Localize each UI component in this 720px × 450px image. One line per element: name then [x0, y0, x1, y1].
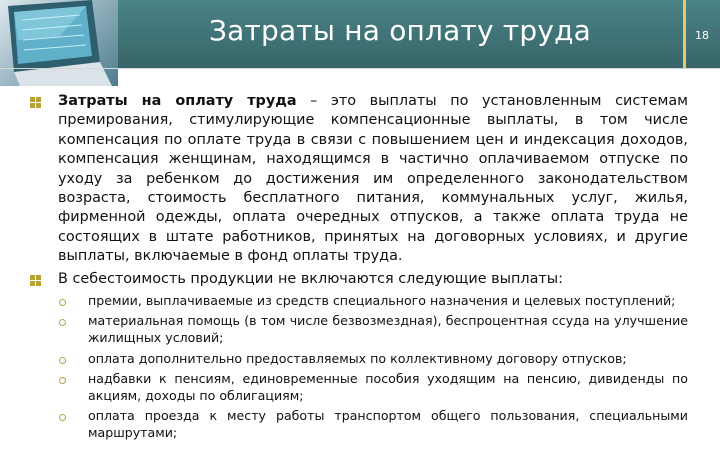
list-item: [28, 350, 688, 367]
list-item-text: премии, выплачиваемые из средств специального назначения и целевых поступлений;: [88, 293, 676, 309]
four-squares-icon: [30, 97, 41, 108]
slide-body: [28, 92, 688, 442]
slide-title: Затраты на оплату труда: [208, 14, 592, 47]
term-bold: Затраты на оплату труда: [58, 93, 297, 109]
ring-bullet-icon: [59, 414, 66, 421]
list-item-text: оплата дополнительно предоставляемых по коллективному договору отпусков;: [88, 350, 627, 366]
definition-text: – это выплаты по установленным системам премирования, стимулирующие компенсационные выплаты, в том числе компенсация по оплате труда в связи с повышением цен и индексация доходов, компенсация женщинам, находящимся в частично оплачиваемом отпуске по уходу за ребенком до достижения им определенного законодательством возраста, стоимость бесплатного питания, коммунальных услуг, жилья, фирменной одежды, оплата очередных отпусков, а также оплата труда не состоящих в штате работников, принятых на договорных условиях, и другие выплаты, включаемые в фонд оплаты труда.: [58, 93, 689, 265]
list-item-text: надбавки к пенсиям, единовременные пособия уходящим на пенсию, дивиденды по акциям, доходы по облигациям;: [88, 370, 688, 404]
bullet-text: В себестоимость продукции не включаются следующие выплаты:: [58, 270, 564, 287]
ring-bullet-icon: [59, 357, 66, 364]
four-squares-icon: [30, 275, 41, 286]
ring-bullet-icon: [59, 319, 66, 326]
bullet-excluded-payments: [28, 270, 688, 289]
ring-bullet-icon: [59, 377, 66, 384]
ring-bullet-icon: [59, 299, 66, 306]
list-item: [28, 292, 688, 309]
list-item-text: оплата проезда к месту работы транспортом общего пользования, специальными маршрутами;: [88, 408, 688, 441]
list-item: [28, 370, 688, 404]
list-item: [28, 407, 688, 441]
bullet-labor-costs-definition: [28, 92, 688, 267]
list-item-text: материальная помощь (в том числе безвозмездная), беспроцентная ссуда на улучшение жилищных условий;: [88, 313, 688, 346]
slide-number: 18: [695, 29, 709, 42]
monitor-image: [0, 0, 118, 86]
list-item: [28, 312, 688, 346]
accent-divider: [683, 0, 686, 68]
header-rule: [0, 68, 720, 69]
